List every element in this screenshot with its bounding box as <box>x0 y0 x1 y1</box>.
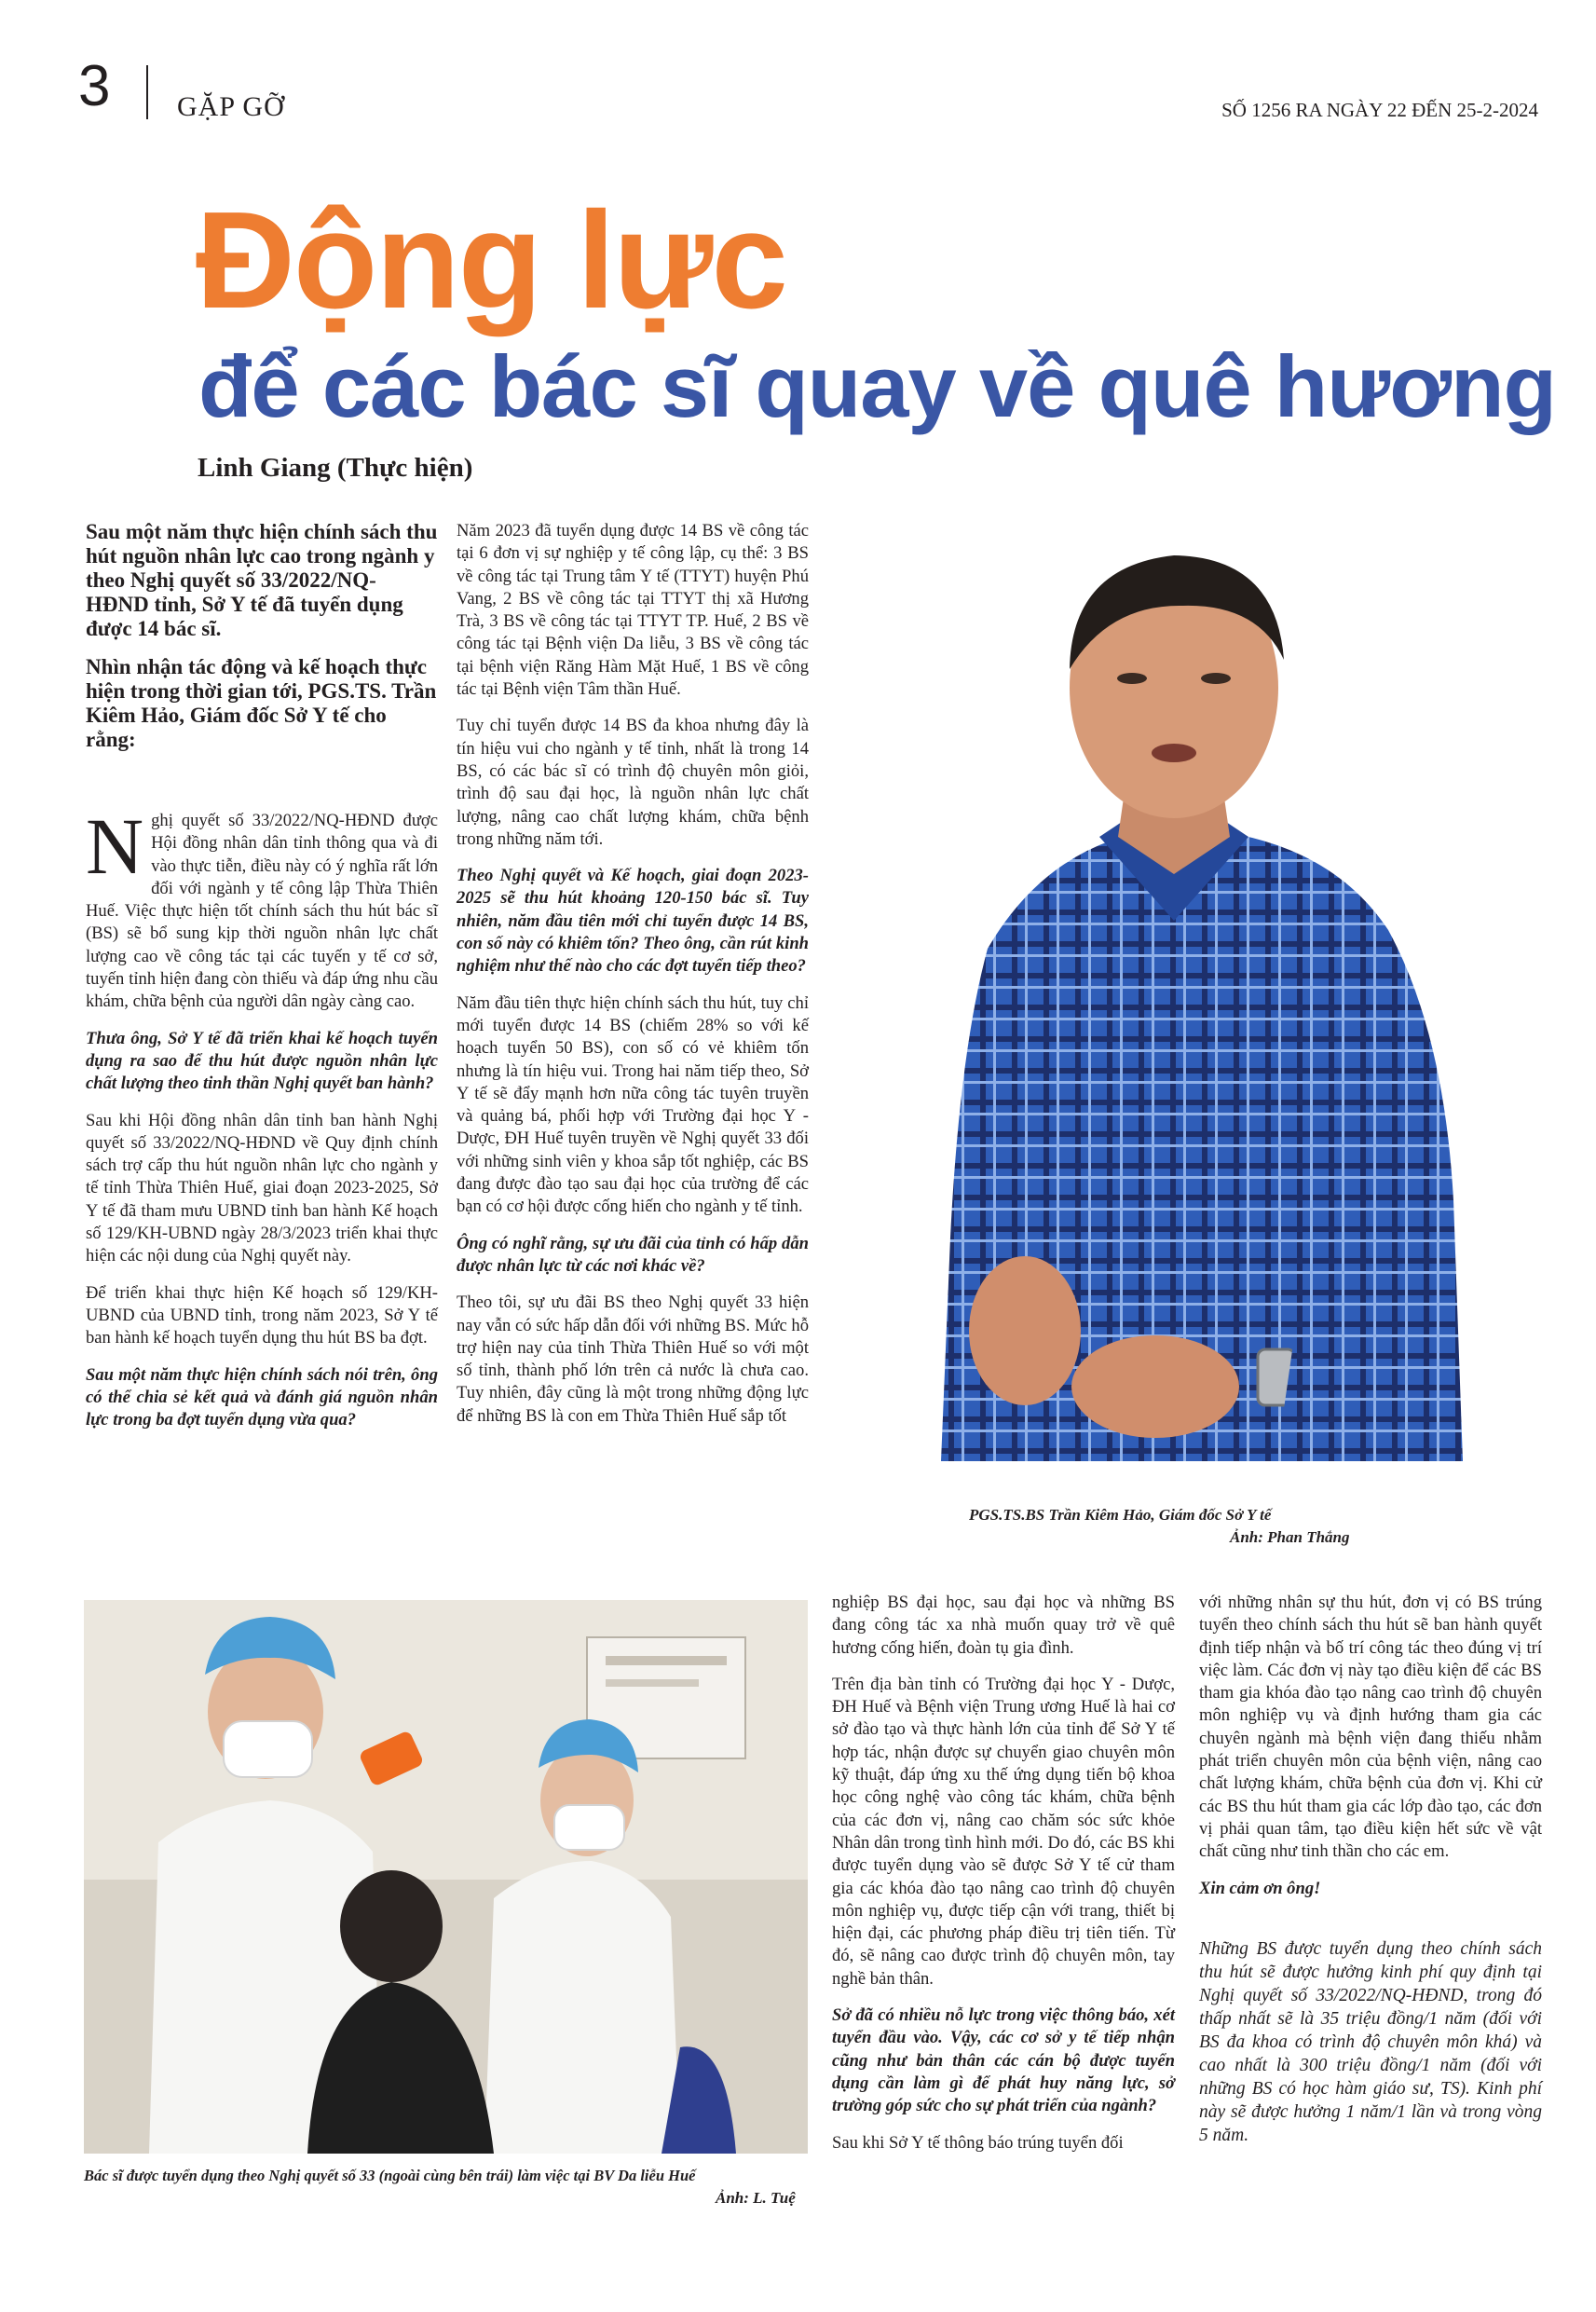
column-2 <box>457 520 809 1442</box>
doctors-caption: Bác sĩ được tuyển dụng theo Nghị quyết số 33 (ngoài cùng bên trái) làm việc tại BV Da liễu Huế <box>84 2167 696 2184</box>
body-paragraph: nghiệp BS đại học, sau đại học và những BS đang công tác xa nhà muốn quay trở về quê hương cống hiến, đoàn tụ gia đình. <box>832 1593 1175 1658</box>
portrait-credit: Ảnh: Phan Thắng <box>1230 1528 1350 1546</box>
question: Theo Nghị quyết và Kế hoạch, giai đoạn 2023-2025 sẽ thu hút khoảng 120-150 bác sĩ. Tuy nhiên, năm đầu tiên mới chỉ tuyển được 14 BS, con số này có khiêm tốn? Theo ông, cần rút kinh nghiệm như thế nào cho các đợt tuyển tiếp theo? <box>457 866 809 977</box>
drop-cap: N <box>86 801 144 891</box>
section-name: GẶP GỠ <box>177 91 285 122</box>
portrait-photo <box>885 529 1491 1471</box>
question: Thưa ông, Sở Y tế đã triển khai kế hoạch tuyển dụng ra sao để thu hút được nguồn nhân lực chất lượng theo tinh thần Nghị quyết ban hành? <box>86 1028 438 1094</box>
body-paragraph: Theo tôi, sự ưu đãi BS theo Nghị quyết 33 hiện nay vẫn có sức hấp dẫn đối với những BS. Mức hỗ trợ hiện nay của tỉnh Thừa Thiên Huế so với một số tỉnh, thành phố lớn trên cả nước là chưa cao. Tuy nhiên, đây cũng là một trong những động lực để những BS là con em Thừa Thiên Huế sắp tốt <box>457 1293 809 1426</box>
doctors-photo <box>84 1600 808 2154</box>
body-paragraph: Trên địa bàn tỉnh có Trường đại học Y - Dược, ĐH Huế và Bệnh viện Trung ương Huế là hai cơ sở đào tạo và thực hành lớn của tỉnh để Sở Y tế hợp tác, nhận được sự chuyển giao chuyên môn kỹ thuật, đáp ứng xu thế ứng dụng tiến bộ khoa học công nghệ vào công tác khám, chữa bệnh của các đơn vị, nâng cao chăm sóc sức khỏe Nhân dân trong tình hình mới. Do đó, các BS khi được tuyển dụng vào sẽ được Sở Y tế cử tham gia các khóa đào tạo nâng cao trình độ chuyên môn nghiệp vụ, được tiếp cận với trang, thiết bị hiện đại, các phương pháp điều trị tiên tiến. Từ đó, sẽ nâng cao được trình độ chuyên môn, tay nghề bản thân. <box>832 1674 1175 1989</box>
lead-paragraph: Sau một năm thực hiện chính sách thu hút nguồn nhân lực cao trong ngành y theo Nghị quyết số 33/2022/NQ-HĐND tỉnh, Sở Y tế đã tuyển dụng được 14 bác sĩ. <box>86 520 438 640</box>
column-1 <box>86 520 438 1445</box>
question: Sở đã có nhiều nỗ lực trong việc thông báo, xét tuyển đầu vào. Vậy, các cơ sở y tế tiếp nhận cũng như bản thân các cán bộ được tuyển dụng cần làm gì để phát huy năng lực, sở trường góp sức cho sự phát triển của ngành? <box>832 2005 1175 2116</box>
lead-paragraph: Nhìn nhận tác động và kế hoạch thực hiện trong thời gian tới, PGS.TS. Trần Kiêm Hảo, Giám đốc Sở Y tế cho rằng: <box>86 655 437 751</box>
doctors-credit: Ảnh: L. Tuệ <box>716 2189 796 2207</box>
header-divider <box>146 65 148 119</box>
body-paragraph: Tuy chỉ tuyển được 14 BS đa khoa nhưng đây là tín hiệu vui cho ngành y tế tỉnh, nhất là trong 14 BS, có các bác sĩ có trình độ chuyên môn giỏi, trình độ sau đại học, là nguồn nhân lực chất lượng, nâng cao chất lượng khám, chữa bệnh trong những năm tới. <box>457 716 809 849</box>
page-number: 3 <box>78 54 111 118</box>
body-paragraph: Năm 2023 đã tuyển dụng được 14 BS về công tác tại 6 đơn vị sự nghiệp y tế công lập, cụ thể: 3 BS về công tác tại Trung tâm Y tế (TTYT) huyện Phú Vang, 2 BS về công tác tại TTYT thị xã Hương Trà, 3 BS về công tác tại TTYT TP. Huế, 2 BS về công tác tại Bệnh viện Da liễu, 3 BS về công tác tại bệnh viện Răng Hàm Mặt Huế, 1 BS về công tác tại Bệnh viện Tâm thần Huế. <box>457 521 809 700</box>
question: Sau một năm thực hiện chính sách nói trên, ông có thể chia sẻ kết quả và đánh giá nguồn nhân lực trong ba đợt tuyển dụng vừa qua? <box>86 1364 438 1430</box>
body-paragraph: Để triển khai thực hiện Kế hoạch số 129/KH-UBND của UBND tỉnh, trong năm 2023, Sở Y tế ban hành kế hoạch tuyển dụng thu hút BS ba đợt. <box>86 1282 438 1348</box>
body-paragraph: với những nhân sự thu hút, đơn vị có BS trúng tuyển theo chính sách thu hút sẽ ban hành quyết định tiếp nhận và bố trí công tác theo đúng vị trí việc làm. Các đơn vị này tạo điều kiện để các BS tham gia khóa đào tạo nâng cao trình độ chuyên môn nghiệp vụ và định hướng tham gia các chuyên ngành mà bệnh viện đang thiếu nhằm phát triển chuyên môn của bệnh viện, nâng cao chất lượng khám, chữa bệnh của đơn vị. Khi cử các BS thu hút tham gia các lớp đào tạo, các đơn vị phải quan tâm, tạo điều kiện hết sức về vật chất cũng như tinh thần cho các em. <box>1199 1593 1542 1862</box>
portrait-caption: PGS.TS.BS Trần Kiêm Hảo, Giám đốc Sở Y tế <box>969 1506 1272 1524</box>
closing-thanks: Xin cảm ơn ông! <box>1199 1878 1321 1898</box>
byline: Linh Giang (Thực hiện) <box>198 453 473 483</box>
question: Ông có nghĩ rằng, sự ưu đãi của tỉnh có hấp dẫn được nhân lực từ các nơi khác về? <box>457 1233 809 1276</box>
headline-sub: để các bác sĩ quay về quê hương <box>198 337 1556 435</box>
body-paragraph: Sau khi Hội đồng nhân dân tỉnh ban hành Nghị quyết số 33/2022/NQ-HĐND về Quy định chính sách trợ cấp thu hút nguồn nhân lực cho ngành y tế tỉnh Thừa Thiên Huế, giai đoạn 2023-2025, Sở Y tế đã tham mưu UBND tỉnh ban hành Kế hoạch số 129/KH-UBND ngày 28/3/2023 triển khai thực hiện các nội dung của Nghị quyết này. <box>86 1110 438 1266</box>
note-paragraph: Những BS được tuyển dụng theo chính sách thu hút sẽ được hưởng kinh phí quy định tại Nghị quyết số 33/2022/NQ-HĐND, trong đó thấp nhất sẽ là 35 triệu đồng/1 năm (đối với BS đa khoa có trình độ chuyên môn khá) và cao nhất là 300 triệu đồng/1 năm (đối với những BS có học hàm giáo sư, TS). Kinh phí này sẽ được hưởng 1 năm/1 lần và trong vòng 5 năm. <box>1199 1938 1542 2145</box>
column-3 <box>832 1592 1175 2168</box>
portrait-illustration <box>885 529 1491 1471</box>
body-paragraph: Sau khi Sở Y tế thông báo trúng tuyển đối <box>832 2132 1124 2153</box>
body-paragraph: Nghị quyết số 33/2022/NQ-HĐND được Hội đồng nhân dân tỉnh thông qua và đi vào thực tiễn, điều này có ý nghĩa rất lớn đối với ngành y tế công lập Thừa Thiên Huế. Việc thực hiện tốt chính sách thu hút bác sĩ (BS) sẽ bổ sung kịp thời nguồn nhân lực chất lượng cao về công tác tại các tuyến y tế cơ sở, tuyến tỉnh hiện đang còn thiếu và đáp ứng nhu cầu khám, chữa bệnh của người dân ngày càng cao. <box>86 801 438 1012</box>
issue-info: SỐ 1256 RA NGÀY 22 ĐẾN 25-2-2024 <box>1221 99 1538 121</box>
column-4 <box>1199 1592 1542 2161</box>
body-paragraph: Năm đầu tiên thực hiện chính sách thu hút, tuy chỉ mới tuyển được 14 BS (chiếm 28% so với kế hoạch tuyển 50 BS), con số có vẻ khiêm tốn nhưng là tín hiệu vui. Trong hai năm tiếp theo, Sở Y tế sẽ đẩy mạnh hơn nữa công tác tuyên truyền và quảng bá, phối hợp với Trường đại học Y - Dược, ĐH Huế tuyên truyền về Nghị quyết 33 đối với những sinh viên y khoa sắp tốt nghiệp, các BS đang được đào tạo sau đại học của trường để các bạn có cơ hội được cống hiến cho ngành y tế tỉnh. <box>457 992 809 1217</box>
doctors-illustration <box>84 1600 808 2154</box>
headline-main: Động lực <box>196 184 786 337</box>
